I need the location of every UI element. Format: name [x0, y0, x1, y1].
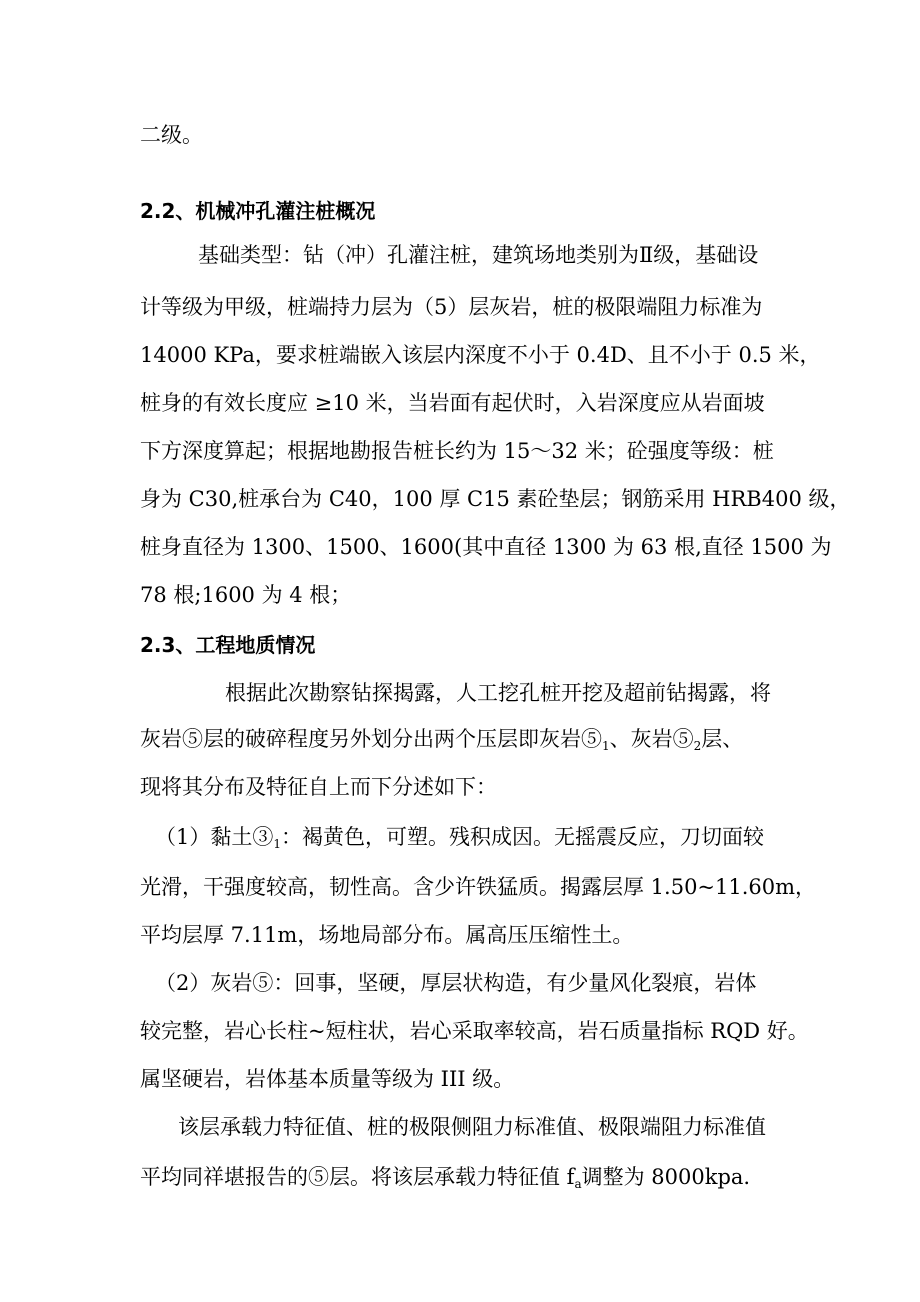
text-run: 平均同祥堪报告的⑤层。将该层承载力特征值 f — [140, 1165, 575, 1189]
paragraph-line: 桩身直径为 1300、1500、1600(其中直径 1300 为 63 根,直径 1500 为 — [140, 535, 832, 559]
subscript: 1 — [602, 739, 610, 753]
text-run: ：褐黄色，可塑。残积成因。无摇震反应，刀切面较 — [281, 825, 765, 849]
section-heading-2-2: 2.2、机械冲孔灌注桩概况 — [140, 199, 376, 223]
paragraph-line: 基础类型：钻（冲）孔灌注桩，建筑场地类别为Ⅱ级，基础设 — [198, 243, 759, 267]
paragraph-line: 下方深度算起；根据地勘报告桩长约为 15～32 米；砼强度等级：桩 — [140, 439, 774, 463]
paragraph-line: 该层承载力特征值、桩的极限侧阻力标准值、极限端阻力标准值 — [178, 1115, 766, 1139]
paragraph-line: 桩身的有效长度应 ≥10 米，当岩面有起伏时，入岩深度应从岩面坡 — [140, 391, 765, 415]
paragraph-line — [140, 724, 790, 754]
subscript: 2 — [693, 739, 702, 753]
paragraph-line: 身为 C30,桩承台为 C40，100 厚 C15 素砼垫层；钢筋采用 HRB400 级， — [140, 487, 851, 511]
text-run: 调整为 8000kpa. — [581, 1165, 751, 1189]
paragraph-line — [140, 1162, 790, 1192]
paragraph-line: 计等级为甲级，桩端持力层为（5）层灰岩，桩的极限端阻力标准为 — [140, 295, 763, 319]
section-heading-2-3: 2.3、工程地质情况 — [140, 633, 316, 657]
paragraph-line: 根据此次勘察钻探揭露，人工挖孔桩开挖及超前钻揭露，将 — [225, 681, 771, 705]
subscript: a — [574, 1177, 582, 1191]
paragraph-line — [155, 822, 805, 852]
paragraph-line: 78 根;1600 为 4 根； — [140, 583, 352, 607]
paragraph-line: 14000 KPa，要求桩端嵌入该层内深度不小于 0.4D、且不小于 0.5 米， — [140, 343, 821, 367]
subscript: 1 — [273, 837, 282, 851]
text-run: 层、 — [701, 727, 744, 751]
paragraph-line: （2）灰岩⑤：回事，坚硬，厚层状构造，有少量风化裂痕，岩体 — [155, 971, 757, 995]
paragraph-line: 平均层厚 7.11m，场地局部分布。属高压压缩性土。 — [140, 923, 634, 947]
paragraph-line: 现将其分布及特征自上而下分述如下： — [140, 775, 497, 799]
paragraph-line: 较完整，岩心长柱~短柱状，岩心采取率较高，岩石质量指标 RQD 好。 — [140, 1019, 809, 1043]
text-run: 、灰岩⑤ — [609, 727, 694, 751]
text-line-continuation: 二级。 — [140, 123, 203, 147]
text-run: 灰岩⑤层的破碎程度另外划分出两个压层即灰岩⑤ — [140, 727, 602, 751]
paragraph-line: 属坚硬岩，岩体基本质量等级为 III 级。 — [140, 1067, 515, 1091]
text-run: （1）黏土③ — [155, 825, 274, 849]
paragraph-line: 光滑，干强度较高，韧性高。含少许铁猛质。揭露层厚 1.50~11.60m， — [140, 875, 817, 899]
